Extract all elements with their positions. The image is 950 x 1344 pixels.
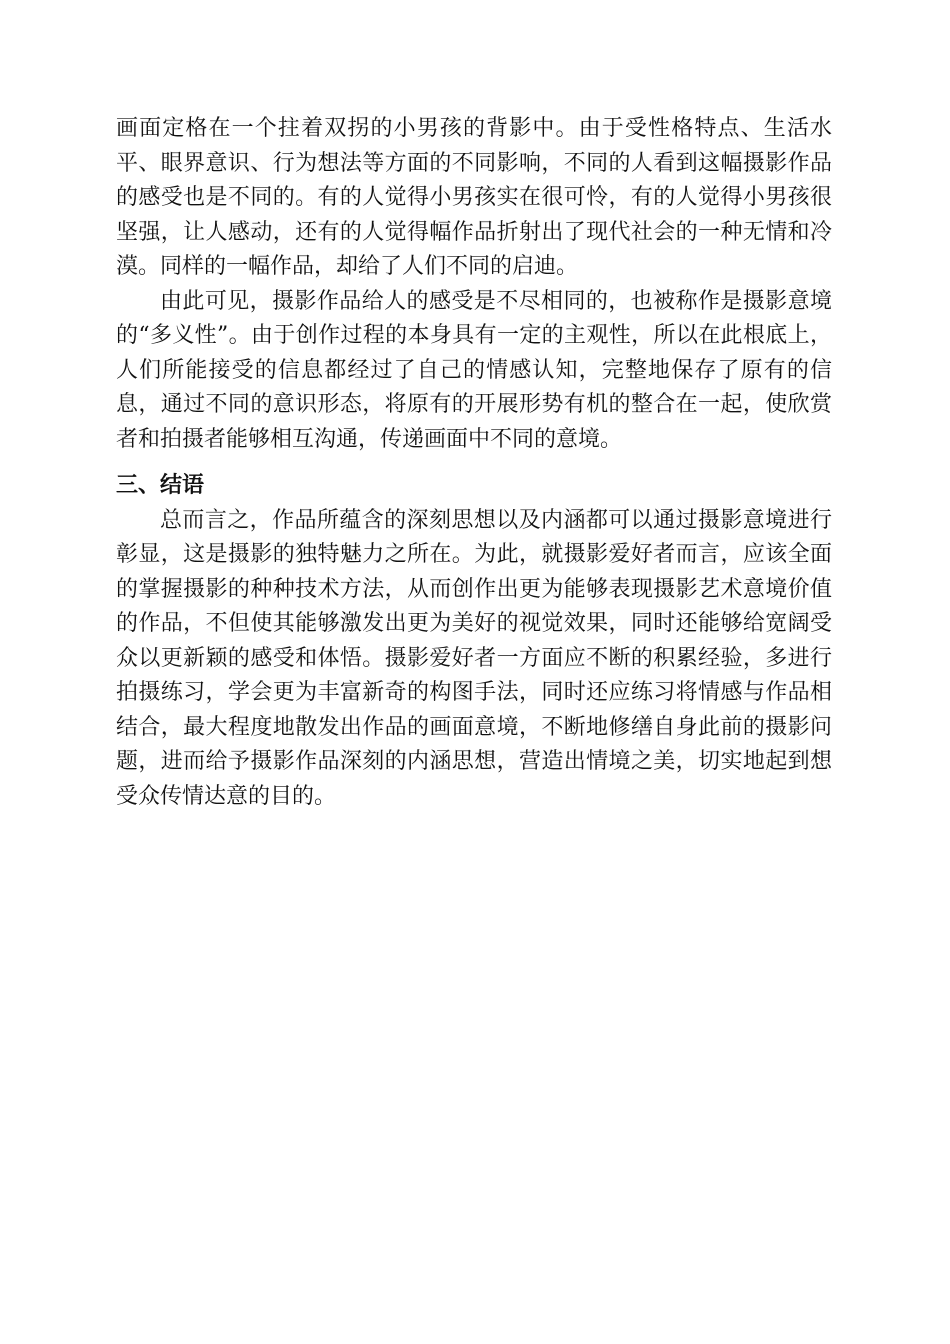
document-body — [116, 112, 832, 814]
paragraph-continuation: 画面定格在一个拄着双拐的小男孩的背影中。由于受性格特点、生活水平、眼界意识、行为想法等方面的不同影响，不同的人看到这幅摄影作品的感受也是不同的。有的人觉得小男孩实在很可怜，有的人觉得小男孩很坚强，让人感动，还有的人觉得幅作品折射出了现代社会的一种无情和冷漠。同样的一幅作品，却给了人们不同的启迪。 — [116, 116, 832, 279]
paragraph-polysemy: 由此可见，摄影作品给人的感受是不尽相同的，也被称作是摄影意境的“多义性”。由于创作过程的本身具有一定的主观性，所以在此根底上，人们所能接受的信息都经过了自己的情感认知，完整地保存了原有的信息，通过不同的意识形态，将原有的开展形势有机的整合在一起，使欣赏者和拍摄者能够相互沟通，传递画面中不同的意境。 — [116, 288, 832, 452]
section-heading-conclusion: 三、结语 — [116, 473, 205, 498]
paragraph-conclusion: 总而言之，作品所蕴含的深刻思想以及内涵都可以通过摄影意境进行彰显，这是摄影的独特魅力之所在。为此，就摄影爱好者而言，应该全面的掌握摄影的种种技术方法，从而创作出更为能够表现摄影艺术意境价值的作品，不但使其能够激发出更为美好的视觉效果，同时还能够给宽阔受众以更新颖的感受和体悟。摄影爱好者一方面应不断的积累经验，多进行拍摄练习，学会更为丰富新奇的构图手法，同时还应练习将情感与作品相结合，最大程度地散发出作品的画面意境，不断地修缮自身此前的摄影问题，进而给予摄影作品深刻的内涵思想，营造出情境之美，切实地起到想受众传情达意的目的。 — [116, 507, 832, 809]
